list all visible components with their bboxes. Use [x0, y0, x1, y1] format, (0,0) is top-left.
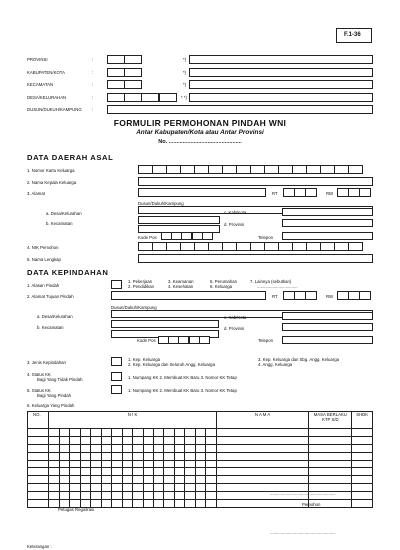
table-cell[interactable] — [216, 476, 308, 484]
table-cell[interactable] — [195, 468, 205, 476]
table-cell[interactable] — [195, 436, 205, 444]
table-cell[interactable] — [91, 429, 101, 437]
kabupaten-name-field[interactable] — [189, 68, 373, 77]
desa-name-field[interactable] — [189, 93, 373, 102]
status-pindah-checkbox[interactable] — [111, 385, 122, 394]
table-cell[interactable] — [309, 468, 352, 476]
table-cell[interactable] — [28, 468, 49, 476]
kecamatan-name-field[interactable] — [189, 80, 373, 89]
table-cell[interactable] — [133, 492, 143, 500]
table-cell[interactable] — [185, 468, 195, 476]
table-cell[interactable] — [195, 452, 205, 460]
table-cell[interactable] — [133, 436, 143, 444]
col-header-masa-berlaku: MASA BERLAKU KTP S/D — [309, 412, 352, 429]
table-cell[interactable] — [143, 436, 153, 444]
table-cell[interactable] — [101, 452, 111, 460]
table-cell[interactable] — [309, 429, 352, 437]
nik-pemohon-cells[interactable] — [138, 242, 362, 251]
table-cell[interactable] — [352, 460, 373, 468]
table-cell[interactable] — [206, 492, 216, 500]
table-cell[interactable] — [185, 444, 195, 452]
table-cell[interactable] — [91, 468, 101, 476]
table-cell[interactable] — [133, 460, 143, 468]
dusun-label: DUSUN/DUKUH/KAMPUNG — [27, 107, 82, 112]
table-cell[interactable] — [154, 500, 164, 508]
table-cell[interactable] — [28, 460, 49, 468]
table-cell[interactable] — [122, 460, 132, 468]
alasan-label: 1. Alasan Pindah — [27, 283, 60, 288]
kecamatan-code[interactable] — [107, 80, 141, 89]
form-code: F.1-36 — [344, 32, 361, 38]
table-cell[interactable] — [80, 492, 90, 500]
table-cell[interactable] — [28, 492, 49, 500]
table-cell[interactable] — [352, 436, 373, 444]
table-cell[interactable] — [28, 500, 49, 508]
table-cell[interactable] — [154, 484, 164, 492]
table-cell[interactable] — [49, 484, 59, 492]
tujuan-rt-cells[interactable] — [283, 291, 317, 300]
alamat-rw-cells[interactable] — [337, 188, 371, 197]
asal-desa-field[interactable] — [138, 216, 220, 224]
keluarga-pindah-label: 6. Keluarga Yang Pindah — [27, 403, 75, 408]
table-cell[interactable] — [80, 444, 90, 452]
table-row[interactable] — [28, 452, 373, 460]
table-cell[interactable] — [112, 460, 122, 468]
form-number: No. ............................................... — [158, 139, 242, 145]
table-row[interactable] — [28, 476, 373, 484]
table-cell[interactable] — [195, 492, 205, 500]
table-cell[interactable] — [143, 468, 153, 476]
table-cell[interactable] — [185, 460, 195, 468]
table-cell[interactable] — [195, 476, 205, 484]
col-header-no: NO. — [28, 412, 49, 429]
table-cell[interactable] — [101, 460, 111, 468]
table-cell[interactable] — [164, 468, 174, 476]
table-cell[interactable] — [101, 476, 111, 484]
table-cell[interactable] — [80, 436, 90, 444]
table-cell[interactable] — [174, 460, 184, 468]
table-cell[interactable] — [143, 452, 153, 460]
table-cell[interactable] — [101, 492, 111, 500]
table-cell[interactable] — [70, 460, 80, 468]
kk-number-cells[interactable] — [138, 165, 362, 174]
table-cell[interactable] — [70, 444, 80, 452]
table-cell[interactable] — [112, 492, 122, 500]
table-cell[interactable] — [352, 484, 373, 492]
status-tidak-pindah-checkbox[interactable] — [111, 372, 122, 381]
table-cell[interactable] — [164, 436, 174, 444]
table-cell[interactable] — [154, 468, 164, 476]
table-cell[interactable] — [195, 484, 205, 492]
table-cell[interactable] — [91, 444, 101, 452]
section-data-daerah-asal: DATA DAERAH ASAL — [27, 153, 114, 162]
table-cell[interactable] — [59, 436, 69, 444]
tujuan-desa-field[interactable] — [111, 320, 219, 328]
table-cell[interactable] — [206, 476, 216, 484]
table-cell[interactable] — [352, 468, 373, 476]
kepala-keluarga-field[interactable] — [138, 177, 373, 186]
table-cell[interactable] — [112, 429, 122, 437]
table-cell[interactable] — [133, 452, 143, 460]
table-cell[interactable] — [143, 484, 153, 492]
jenis-kepindahan-label: 3. Jenis Kepindahan — [27, 360, 66, 365]
table-cell[interactable] — [164, 476, 174, 484]
table-row[interactable] — [28, 468, 373, 476]
table-cell[interactable] — [154, 436, 164, 444]
table-cell[interactable] — [59, 452, 69, 460]
table-cell[interactable] — [91, 484, 101, 492]
jenis-kepindahan-checkbox[interactable] — [111, 357, 122, 366]
tujuan-rw-cells[interactable] — [337, 291, 371, 300]
table-cell[interactable] — [133, 468, 143, 476]
table-cell[interactable] — [174, 500, 184, 508]
table-cell[interactable] — [206, 444, 216, 452]
table-cell[interactable] — [164, 444, 174, 452]
tujuan-prov-field[interactable] — [282, 323, 373, 331]
table-cell[interactable] — [143, 429, 153, 437]
table-cell[interactable] — [164, 460, 174, 468]
asal-telepon-field[interactable] — [282, 232, 373, 240]
col-header-nama: N A M A — [216, 412, 308, 429]
table-cell[interactable] — [143, 460, 153, 468]
table-cell[interactable] — [195, 429, 205, 437]
alamat-rt-cells[interactable] — [283, 188, 317, 197]
form-title: FORMULIR PERMOHONAN PINDAH WNI — [113, 118, 287, 128]
table-cell[interactable] — [185, 436, 195, 444]
status-pindah-label: 5. Status KK — [27, 388, 51, 393]
table-cell[interactable] — [154, 476, 164, 484]
table-cell[interactable] — [164, 452, 174, 460]
table-cell[interactable] — [80, 484, 90, 492]
table-row[interactable] — [28, 429, 373, 437]
table-cell[interactable] — [28, 452, 49, 460]
table-cell[interactable] — [352, 492, 373, 500]
table-cell[interactable] — [80, 476, 90, 484]
table-cell[interactable] — [49, 436, 59, 444]
asal-kodepos-cells[interactable] — [161, 232, 212, 240]
nama-lengkap-field[interactable] — [138, 254, 373, 263]
table-cell[interactable] — [216, 436, 308, 444]
table-cell[interactable] — [195, 444, 205, 452]
tujuan-kodepos-cells[interactable] — [158, 336, 209, 344]
table-cell[interactable] — [49, 460, 59, 468]
asal-kab-field[interactable] — [282, 208, 373, 216]
table-cell[interactable] — [309, 460, 352, 468]
table-cell[interactable] — [80, 429, 90, 437]
table-cell[interactable] — [122, 452, 132, 460]
table-cell[interactable] — [309, 476, 352, 484]
table-cell[interactable] — [122, 429, 132, 437]
table-cell[interactable] — [101, 484, 111, 492]
table-header-row — [28, 412, 373, 429]
table-cell[interactable] — [70, 429, 80, 437]
table-cell[interactable] — [164, 500, 174, 508]
table-cell[interactable] — [49, 452, 59, 460]
table-cell[interactable] — [174, 452, 184, 460]
table-cell[interactable] — [70, 476, 80, 484]
table-cell[interactable] — [352, 476, 373, 484]
table-cell[interactable] — [154, 444, 164, 452]
col-header-shdk: SHDK — [352, 412, 373, 429]
table-row[interactable] — [28, 444, 373, 452]
table-cell[interactable] — [154, 452, 164, 460]
table-cell[interactable] — [59, 468, 69, 476]
table-cell[interactable] — [352, 500, 373, 508]
table-cell[interactable] — [80, 460, 90, 468]
table-cell[interactable] — [206, 452, 216, 460]
table-cell[interactable] — [143, 492, 153, 500]
table-cell[interactable] — [28, 476, 49, 484]
table-cell[interactable] — [59, 429, 69, 437]
table-cell[interactable] — [101, 436, 111, 444]
table-cell[interactable] — [133, 476, 143, 484]
table-cell[interactable] — [28, 429, 49, 437]
table-cell[interactable] — [91, 452, 101, 460]
table-cell[interactable] — [185, 484, 195, 492]
keterangan-label: Keterangan : — [27, 544, 52, 549]
table-cell[interactable] — [133, 429, 143, 437]
table-cell[interactable] — [185, 492, 195, 500]
table-cell[interactable] — [154, 460, 164, 468]
pemohon-label: Pemohon — [302, 502, 321, 507]
table-cell[interactable] — [143, 444, 153, 452]
table-cell[interactable] — [154, 429, 164, 437]
table-cell[interactable] — [59, 476, 69, 484]
tujuan-telepon-field[interactable] — [282, 336, 373, 344]
tujuan-kab-field[interactable] — [282, 312, 373, 320]
table-cell[interactable] — [80, 452, 90, 460]
table-cell[interactable] — [70, 468, 80, 476]
table-cell[interactable] — [206, 460, 216, 468]
petugas-label: Petugas Registrasi — [58, 507, 95, 512]
table-cell[interactable] — [122, 468, 132, 476]
table-cell[interactable] — [80, 468, 90, 476]
table-cell[interactable] — [174, 492, 184, 500]
desa-code[interactable] — [107, 93, 176, 102]
table-cell[interactable] — [112, 500, 122, 508]
table-cell[interactable] — [143, 500, 153, 508]
table-row[interactable] — [28, 460, 373, 468]
table-cell[interactable] — [216, 460, 308, 468]
table-cell[interactable] — [59, 460, 69, 468]
table-cell[interactable] — [70, 492, 80, 500]
table-cell[interactable] — [309, 436, 352, 444]
table-cell[interactable] — [133, 500, 143, 508]
alamat-tujuan-label: 2. Alamat Tujuan Pindah — [27, 294, 74, 299]
table-cell[interactable] — [112, 444, 122, 452]
table-cell[interactable] — [91, 476, 101, 484]
table-cell[interactable] — [122, 484, 132, 492]
table-cell[interactable] — [28, 484, 49, 492]
table-cell[interactable] — [164, 492, 174, 500]
table-cell[interactable] — [59, 444, 69, 452]
table-cell[interactable] — [112, 436, 122, 444]
table-cell[interactable] — [112, 476, 122, 484]
table-cell[interactable] — [216, 429, 308, 437]
table-cell[interactable] — [206, 484, 216, 492]
asal-prov-field[interactable] — [282, 219, 373, 227]
table-cell[interactable] — [174, 436, 184, 444]
alamat-label: 3. Alamat — [27, 191, 45, 196]
table-cell[interactable] — [164, 484, 174, 492]
table-cell[interactable] — [49, 476, 59, 484]
table-cell[interactable] — [352, 452, 373, 460]
table-cell[interactable] — [309, 452, 352, 460]
provinsi-name-field[interactable] — [189, 55, 373, 64]
table-cell[interactable] — [122, 436, 132, 444]
table-cell[interactable] — [91, 436, 101, 444]
nama-lengkap-label: 5. Nama Lengkap — [27, 257, 61, 262]
table-cell[interactable] — [49, 444, 59, 452]
table-cell[interactable] — [195, 500, 205, 508]
table-cell[interactable] — [70, 484, 80, 492]
table-cell[interactable] — [70, 452, 80, 460]
table-cell[interactable] — [195, 460, 205, 468]
table-cell[interactable] — [28, 444, 49, 452]
table-cell[interactable] — [112, 484, 122, 492]
table-cell[interactable] — [174, 476, 184, 484]
provinsi-label: PROVINSI — [27, 57, 48, 62]
table-cell[interactable] — [174, 429, 184, 437]
table-cell[interactable] — [352, 429, 373, 437]
table-cell[interactable] — [174, 484, 184, 492]
table-cell[interactable] — [91, 492, 101, 500]
table-cell[interactable] — [101, 468, 111, 476]
table-cell[interactable] — [164, 429, 174, 437]
alamat-field[interactable] — [138, 188, 266, 197]
table-cell[interactable] — [216, 468, 308, 476]
table-cell[interactable] — [101, 429, 111, 437]
col-header-nik: N I K — [49, 412, 217, 429]
kabupaten-label: KABUPATEN/KOTA — [27, 70, 65, 75]
table-cell[interactable] — [101, 500, 111, 508]
table-cell[interactable] — [112, 452, 122, 460]
table-cell[interactable] — [206, 429, 216, 437]
table-cell[interactable] — [206, 500, 216, 508]
table-cell[interactable] — [59, 484, 69, 492]
kk-number-label: 1. Nomor Kartu Keluarga — [27, 168, 75, 173]
kecamatan-label: KECAMATAN — [27, 82, 54, 87]
table-cell[interactable] — [133, 484, 143, 492]
alasan-checkbox[interactable] — [111, 280, 122, 289]
kepala-keluarga-label: 2. Nama Kepala Keluarga — [27, 180, 77, 185]
table-cell[interactable] — [122, 500, 132, 508]
table-cell[interactable] — [174, 444, 184, 452]
table-cell[interactable] — [59, 492, 69, 500]
table-cell[interactable] — [122, 492, 132, 500]
kabupaten-code[interactable] — [107, 68, 141, 77]
table-cell[interactable] — [185, 500, 195, 508]
table-cell[interactable] — [28, 436, 49, 444]
table-cell[interactable] — [101, 444, 111, 452]
tujuan-alamat-field[interactable] — [111, 291, 266, 300]
table-cell[interactable] — [309, 444, 352, 452]
desa-label: DESA/KELURAHAN — [27, 95, 67, 100]
table-cell[interactable] — [154, 492, 164, 500]
table-cell[interactable] — [122, 444, 132, 452]
section-data-kepindahan: DATA KEPINDAHAN — [27, 268, 109, 277]
table-cell[interactable] — [133, 444, 143, 452]
status-tidak-pindah-label: 4. Status KK — [27, 372, 51, 377]
table-cell[interactable] — [49, 468, 59, 476]
table-cell[interactable] — [49, 492, 59, 500]
table-cell[interactable] — [49, 429, 59, 437]
table-cell[interactable] — [174, 468, 184, 476]
table-cell[interactable] — [122, 476, 132, 484]
dusun-top-field[interactable] — [107, 105, 373, 114]
nik-pemohon-label: 4. NIK Pemohon — [27, 245, 59, 250]
table-cell[interactable] — [185, 476, 195, 484]
table-cell[interactable] — [185, 429, 195, 437]
form-subtitle: Antar Kabupaten/Kota atau Antar Provinsi — [136, 129, 264, 136]
table-cell[interactable] — [216, 452, 308, 460]
table-cell[interactable] — [206, 468, 216, 476]
table-row[interactable] — [28, 436, 373, 444]
provinsi-code[interactable] — [107, 55, 141, 64]
table-cell[interactable] — [70, 436, 80, 444]
table-cell[interactable] — [216, 444, 308, 452]
table-cell[interactable] — [216, 500, 308, 508]
table-cell[interactable] — [206, 436, 216, 444]
table-cell[interactable] — [352, 444, 373, 452]
table-cell[interactable] — [143, 476, 153, 484]
table-cell[interactable] — [112, 468, 122, 476]
table-cell[interactable] — [185, 452, 195, 460]
table-cell[interactable] — [91, 460, 101, 468]
